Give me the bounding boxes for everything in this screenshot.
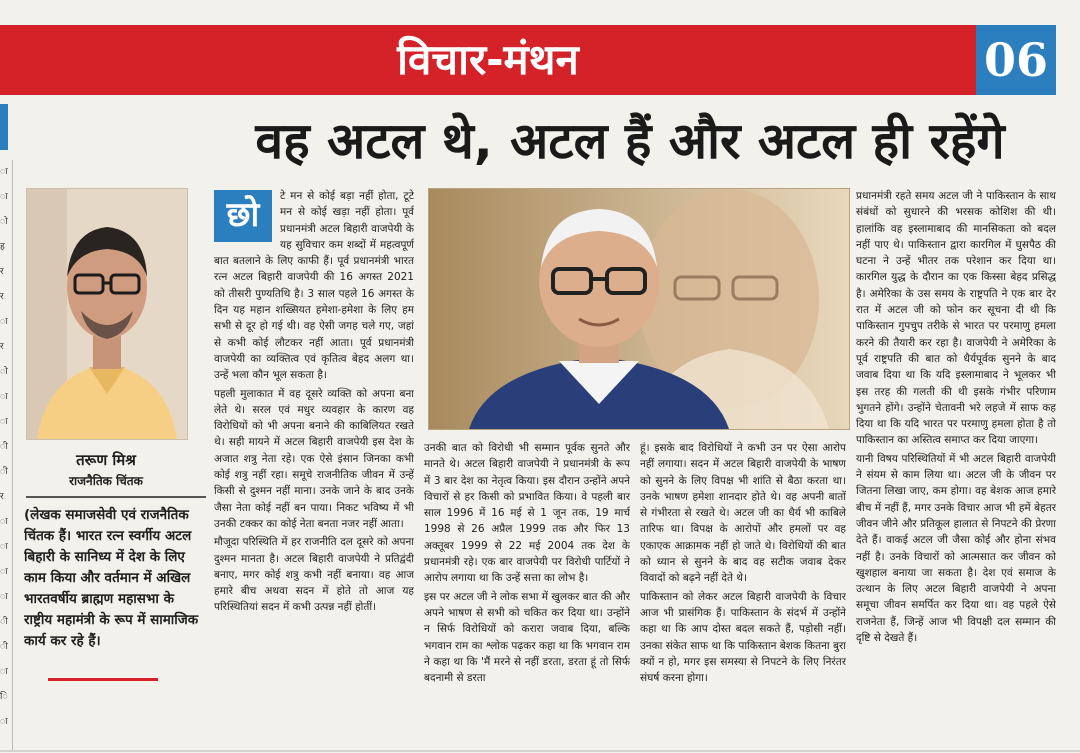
bio-end-rule bbox=[48, 678, 158, 681]
author-photo bbox=[26, 188, 188, 440]
paragraph: मौजूदा परिस्थिति में हर राजनीति दल दूसरे को अपना दुश्मन मानता है। अटल बिहारी वाजपेयी ने प्रतिद्वंदी बनाए, मगर कोई शत्रु कभी नहीं बनाया। वह आज हमारे बीच अथवा सदन में होते तो आज यह परिस्थितियां सदन में कभी उत्पन्न नहीं होतीं। bbox=[214, 536, 414, 614]
paragraph: पहली मुलाकात में वह दूसरे व्यक्ति को अपना बना लेते थे। सरल एवं मधुर व्यवहार के कारण वह विरोधियों को भी अपना बनाने की काबिलियत रखते थे। सही मायने में अटल बिहारी वाजपेयी इस देश के अजात शत्रु नेता रहे। एक ऐसे इंसान जिनका कभी कोई शत्रु नहीं रहा। समूचे राजनीतिक जीवन में उन्हें किसी से दुश्मन नहीं माना। उनके जाने के बाद उनके जैसा नेता कोई नहीं बन पाया। निकट भविष्य में भी उनकी टक्कर का कोई नेता बनता नजर नहीं आता। bbox=[214, 387, 414, 530]
author-name: तरूण मिश्र bbox=[76, 451, 136, 469]
atal-portrait-icon bbox=[429, 189, 849, 429]
left-edge-marker bbox=[0, 104, 8, 150]
adjacent-column-fragment: ा ा ो ह र र ा र ो ा ा ी ी र ा ा ा ा ी ी ा ि ा bbox=[0, 160, 13, 750]
article-column-4 bbox=[856, 188, 1056, 748]
paragraph: टे मन से कोई बड़ा नहीं होता, टूटे मन से कोई खड़ा नहीं होता। पूर्व प्रधानमंत्री अटल बिहारी वाजपेयी के यह सुविचार कम शब्दों में महत्वपूर्ण बात बतलाने के लिए काफी हैं। पूर्व प्रधानमंत्री भारत रत्न अटल बिहारी वाजपेयी की 16 अगस्त 2021 को तीसरी पुण्यतिथि है। 3 साल पहले 16 अगस्त के दिन यह महान शख्सियत हमेशा-हमेशा के लिए हम सभी से दूर हो गई थी। वह ऐसी जगह चले गए, जहां से कभी कोई लौटकर नहीं आता। पूर्व प्रधानमंत्री वाजपेयी का व्यक्तित्व एवं कृतित्व बेहद अलग था। उन्हें भला कौन भूल सकता है। bbox=[214, 190, 414, 382]
feature-photo bbox=[428, 188, 850, 430]
author-role: राजनैतिक चिंतक bbox=[69, 474, 143, 488]
article-column-1 bbox=[214, 188, 414, 748]
paragraph: पाकिस्तान को लेकर अटल बिहारी वाजपेयी के विचार आज भी प्रासंगिक हैं। पाकिस्तान के संदर्भ में उन्होंने कहा था कि आप दोस्त बदल सकते हैं, पड़ोसी नहीं। उनका संकेत साफ था कि पाकिस्तान बेशक कितना बुरा क्यों न हो, मगर इस समस्या से निपटने के लिए निरंतर संघर्ष करना होगा। bbox=[640, 590, 846, 685]
article-column-2 bbox=[424, 440, 630, 748]
section-title: विचार-मंथन bbox=[397, 35, 579, 84]
paragraph: हूं। इसके बाद विरोधियों ने कभी उन पर ऐसा आरोप नहीं लगाया। सदन में अटल बिहारी वाजपेयी के भाषण को सुनने के लिए विपक्ष भी शांति से बैठा करता था। उनके भाषण हमेशा शानदार होते थे। वह अपनी बातों से गंभीरता से रखते थे। अटल जी का धैर्य भी काबिले तारिफ था। विपक्ष के आरोपों और हमलों पर वह एकाएक आक्रामक नहीं हो जाते थे। विरोधियों की बात को ध्यान से सुनने के बाद वह सटीक जवाब देकर विवादों को बढ़ने नहीं देते थे। bbox=[640, 442, 846, 585]
page-bottom-rule bbox=[0, 750, 1080, 752]
page-number: 06 bbox=[976, 25, 1056, 95]
author-bio: (लेखक समाजसेवी एवं राजनैतिक चिंतक हैं। भारत रत्न स्वर्गीय अटल बिहारी के सानिध्य में देश के लिए काम किया और वर्तमान में अखिल भारतवर्षीय ब्राह्मण महासभा के राष्ट्रीय महामंत्री के रूप में सामाजिक कार्य कर रहे हैं। bbox=[24, 507, 199, 649]
author-portrait-icon bbox=[27, 189, 187, 439]
paragraph: प्रधानमंत्री रहते समय अटल जी ने पाकिस्तान के साथ संबंधों को सुधारने की भरसक कोशिश की थी। हालांकि वह इस्लामाबाद की मानसिकता को बदल नहीं पाए थे। पाकिस्तान द्वारा कारगिल में घुसपैठ की घटना ने उन्हें भीतर तक परेशान कर दिया था। कारगिल युद्ध के दौरान का एक किस्सा बेहद प्रसिद्ध है। अमेरिका के उस समय के राष्ट्रपति ने एक बार देर रात में अटल जी को फोन कर सूचना दी थी कि पाकिस्तान गुपचुप तरीके से भारत पर परमाणु हमला करने की तैयारी कर रहा है। वाजपेयी ने अमेरिका के पूर्व राष्ट्रपति की बात को धैर्यपूर्वक सुनने के बाद जवाब दिया था कि यदि इस्लामाबाद ने भूलकर भी इस तरह की गलती की थी इसके गंभीर परिणाम भुगतने होंगे। उन्होंने चेतावनी भरे लहजे में साफ कह दिया था कि यदि भारत पर परमाणु हमला होता है तो पाकिस्तान का अस्तित्व समाप्त कर दिया जाएगा। bbox=[856, 190, 1056, 447]
article-headline: वह अटल थे, अटल हैं और अटल ही रहेंगे bbox=[255, 112, 1005, 170]
drop-cap: छो bbox=[214, 190, 272, 242]
bio-divider bbox=[26, 496, 206, 498]
article-column-3 bbox=[640, 440, 846, 748]
paragraph: उनकी बात को विरोधी भी सम्मान पूर्वक सुनते और मानते थे। अटल बिहारी वाजपेयी ने प्रधानमंत्री के रूप में 3 बार देश का नेतृत्व किया। इस दौरान उन्होंने अपने विचारों से हर किसी को प्रभावित किया। वे पहली बार साल 1996 में 16 मई से 1 जून तक, 19 मार्च 1998 से 26 अप्रैल 1999 तक और फिर 13 अक्तूबर 1999 से 22 मई 2004 तक देश के प्रधानमंत्री रहे। एक बार वाजपेयी पर विरोधी पार्टियों ने आरोप लगाया था कि उन्हें सत्ता का लोभ है। bbox=[424, 442, 630, 585]
paragraph: इस पर अटल जी ने लोक सभा में खुलकर बात की और अपने भाषण से सभी को चकित कर दिया था। उन्होंने न सिर्फ विरोधियों को करारा जवाब दिया, बल्कि भगवान राम का श्लोक पढ़कर कहा था कि भगवान राम ने कहा था कि 'मैं मरने से नहीं डरता, डरता हूं तो सिर्फ बदनामी से डरता bbox=[424, 590, 630, 685]
paragraph: यानी विषय परिस्थितियों में भी अटल बिहारी वाजपेयी ने संयम से काम लिया था। अटल जी के जीवन पर जितना लिखा जाए, कम होगा। वह बेशक आज हमारे बीच में नहीं हैं, मगर उनके विचार आज भी हमें बेहतर जीवन जीने और प्रतिकूल हालात से निपटने की प्रेरणा देते हैं। वाकई अटल जी जैसा कोई और होना संभव नहीं है। उनके विचारों को आत्मसात कर जीवन को खुशहाल बनाया जा सकता है। देश एवं समाज के उत्थान के लिए अटल बिहारी वाजपेयी ने अपना समूचा जीवन समर्पित कर दिया था। वह पहले ऐसे राजनेता हैं, जिन्हें आज भी विपक्षी दल सम्मान की दृष्टि से देखते हैं। bbox=[856, 452, 1056, 645]
